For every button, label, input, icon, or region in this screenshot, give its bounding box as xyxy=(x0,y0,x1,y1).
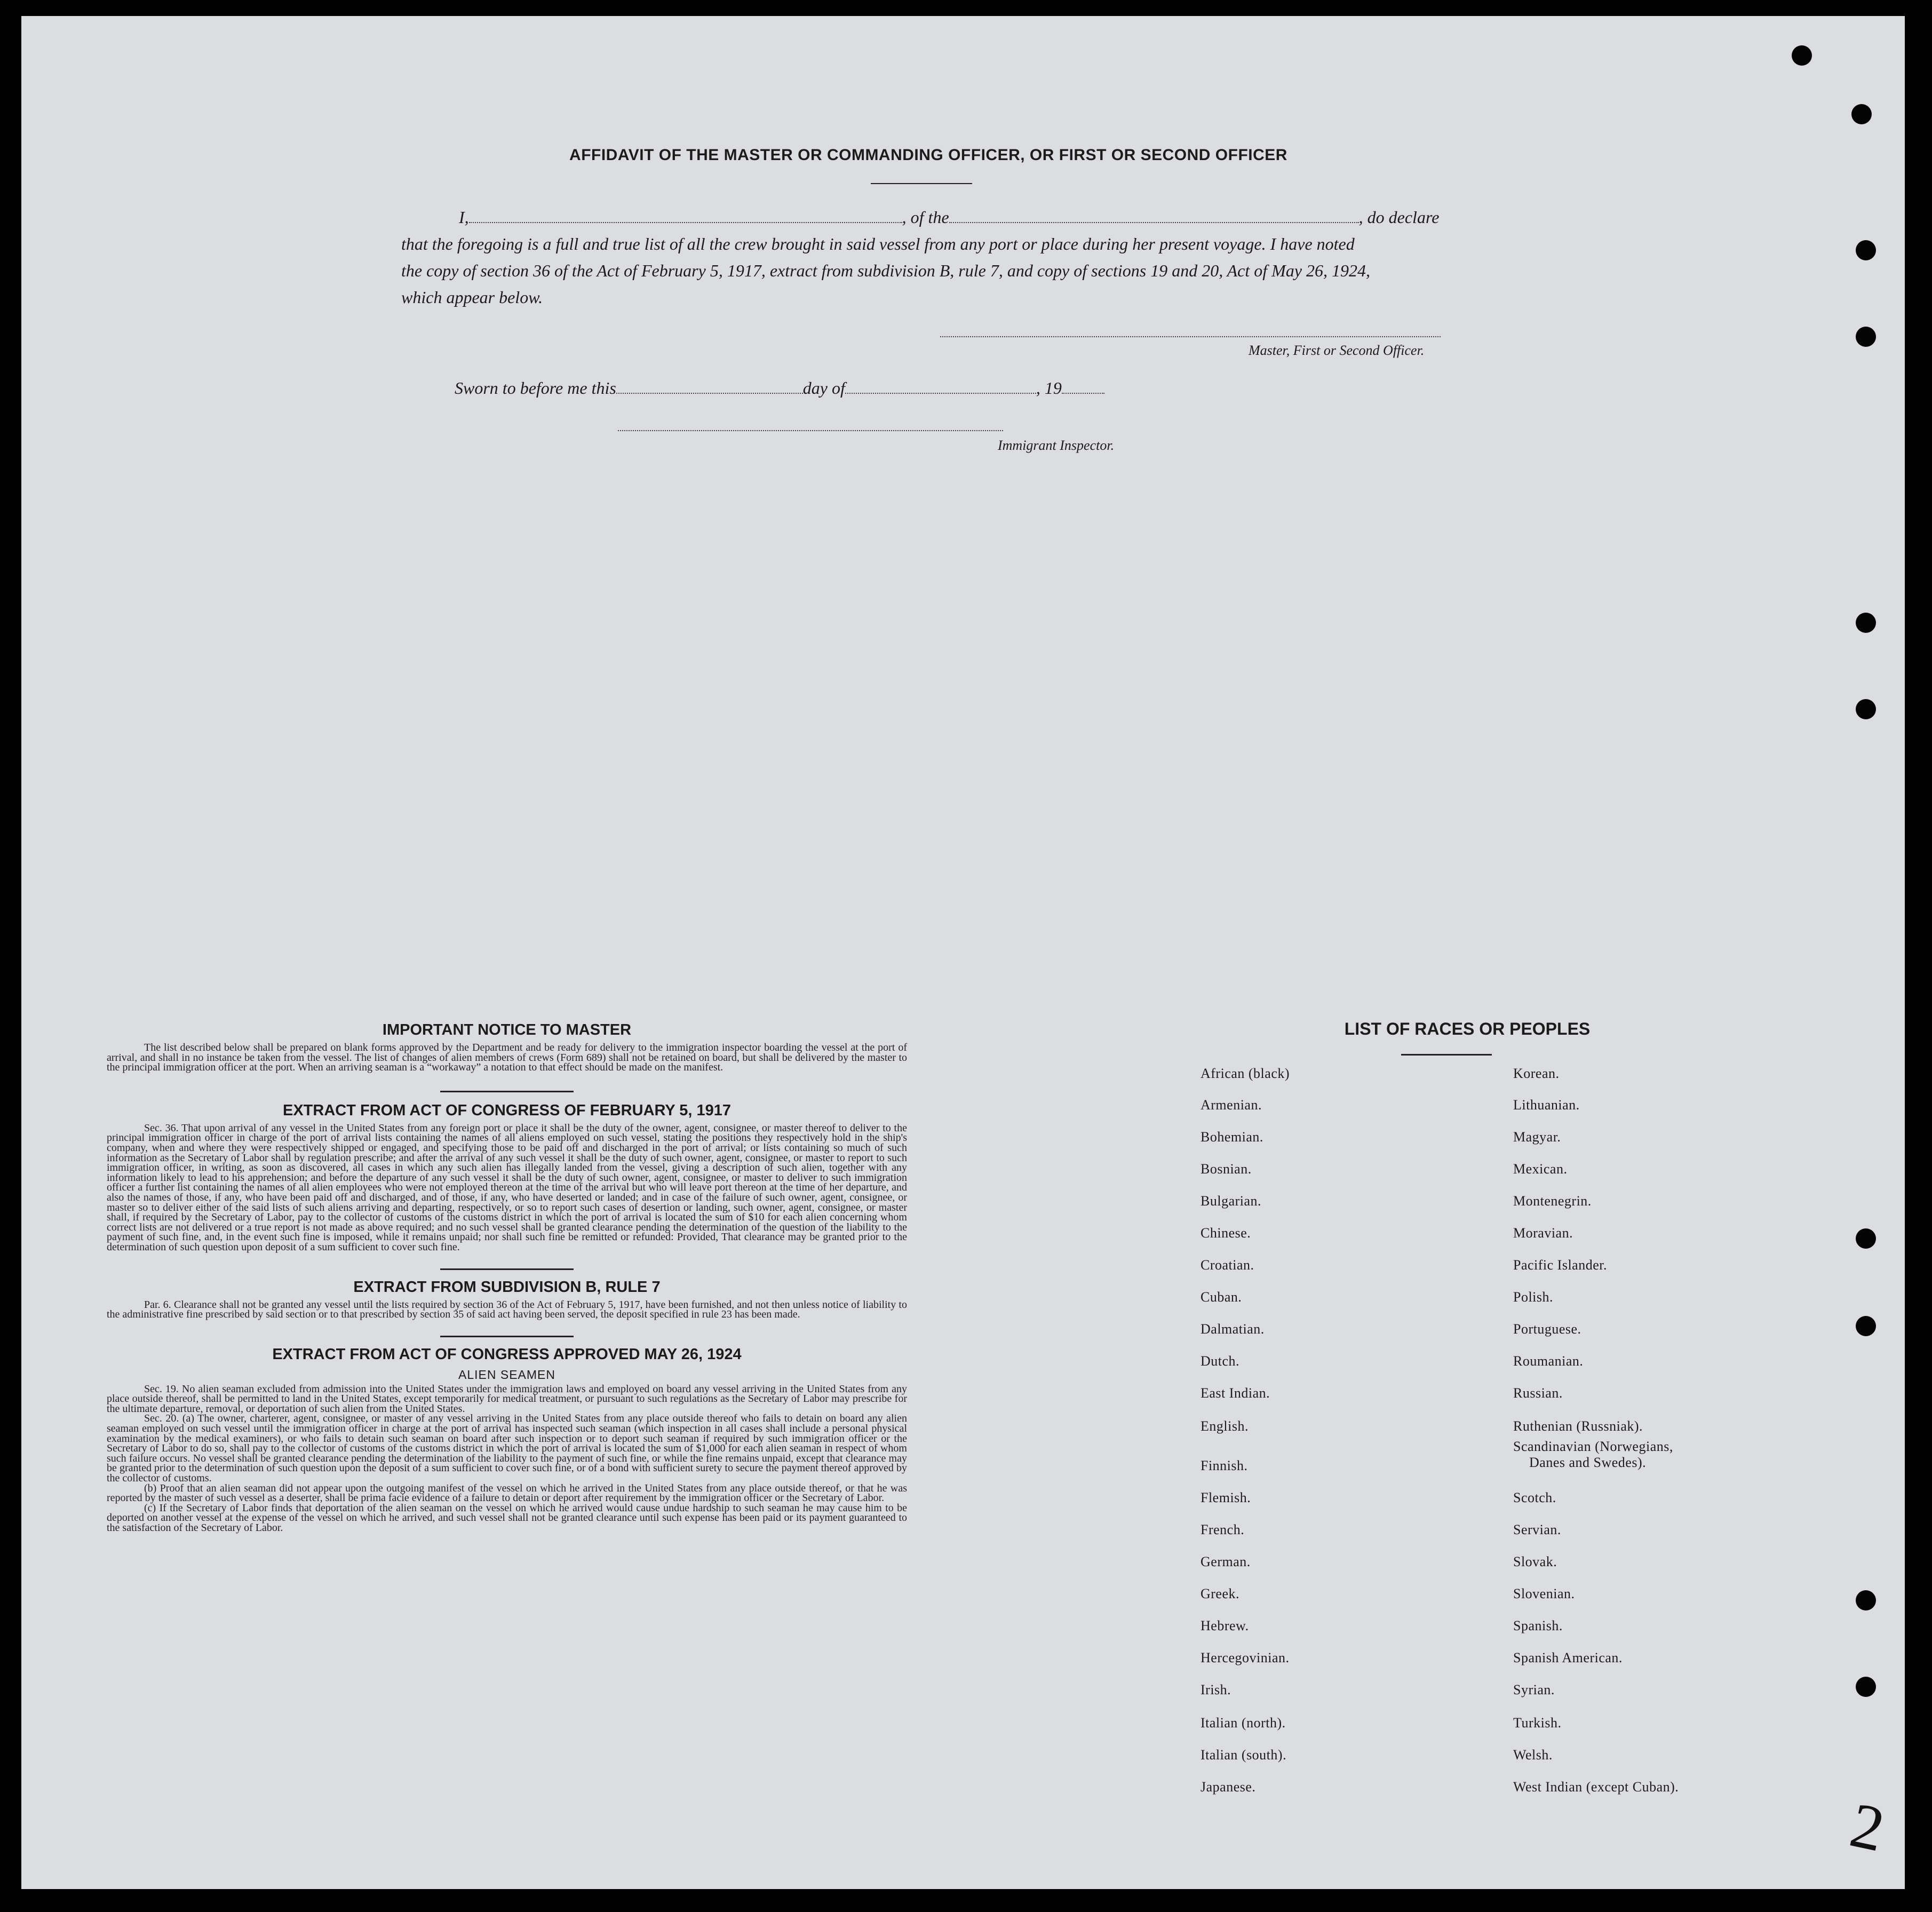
punch-hole-icon xyxy=(1856,699,1876,719)
race-item: French. xyxy=(1200,1522,1245,1537)
punch-hole-icon xyxy=(1792,45,1812,66)
extract-1917-body: Sec. 36. That upon arrival of any vessel in the United States from any foreign port or place it shall be the duty of the owner, agent, consignee, or master thereof to deliver to the principal immigration officer in charge of the port of arrival lists containing the names of all aliens employed on such vessel, stating the positions they respectively hold in the ship's company, when and where they were respectively shipped or engaged, and specifying those to be paid off and discharged in the port of arrival; or lists containing so much of such information as the Secretary of Labor shall by regulation prescribe; and after the arrival of any such vessel it shall be the duty of such owner, agent, consignee, or master to report to such immigration officer, in writing, as soon as discovered, all cases in which any such alien has illegally landed from the vessel, giving a description of such alien, together with any information likely to lead to his apprehension; and before the departure of any such vessel it shall be the duty of such owner, agent, consignee, or master to deliver to such immigration officer a further list containing the names of all alien employees who were not employed thereon at the time of the arrival but who will leave port thereon at the time of her departure, and also the names of those, if any, who have been paid off and discharged, and of those, if any, who have deserted or landed; and in case of the failure of such owner, agent, consignee, or master so to deliver either of the said lists of such aliens arriving and departing, respectively, or so to report such cases of desertion or landing, such owner, agent, consignee, or master shall, if required by the Secretary of Labor, pay to the collector of customs of the customs district in which the port of arrival is located the sum of $10 for each alien concerning whom correct lists are not delivered or a true report is not made as above required; and no such vessel shall be granted clearance pending the determination of the question of the liability to the payment of such fine, and, in the event such fine is imposed, while it remains unpaid; nor shall such fine be remitted or refunded: Provided, That clearance may be granted prior to the determination of such question upon deposit of a sum sufficient to cover such fine. xyxy=(107,1122,907,1253)
punch-hole-icon xyxy=(1856,1228,1876,1249)
affidavit-line-2: that the foregoing is a full and true list of all the crew brought in said vessel from any port or place during her present voyage. I have noted xyxy=(401,234,1355,253)
section-divider xyxy=(440,1336,574,1337)
section-divider xyxy=(440,1268,574,1270)
race-item: Scandinavian (Norwegians, xyxy=(1513,1439,1673,1454)
race-item: German. xyxy=(1200,1554,1251,1569)
punch-hole-icon xyxy=(1856,1677,1876,1697)
race-item: Roumanian. xyxy=(1513,1353,1584,1369)
notice-column xyxy=(107,1019,907,1533)
race-item: West Indian (except Cuban). xyxy=(1513,1779,1679,1795)
race-item: Pacific Islander. xyxy=(1513,1257,1607,1273)
race-item: Bohemian. xyxy=(1200,1129,1263,1145)
notice-title: IMPORTANT NOTICE TO MASTER xyxy=(382,1021,632,1038)
race-item: Korean. xyxy=(1513,1066,1560,1081)
race-item: Chinese. xyxy=(1200,1225,1251,1241)
race-item: African (black) xyxy=(1200,1066,1290,1081)
race-item: Bosnian. xyxy=(1200,1161,1252,1177)
race-item: English. xyxy=(1200,1418,1249,1434)
vessel-name-field[interactable] xyxy=(949,206,1359,223)
sworn-line xyxy=(455,375,1104,401)
race-item: Hercegovinian. xyxy=(1200,1650,1290,1665)
punch-hole-icon xyxy=(1856,613,1876,633)
sec20a-body: Sec. 20. (a) The owner, charterer, agent, consignee, or master of any vessel arriving in the United States from any place outside thereof who fails to detain on board any alien seaman employed on such vessel until the immigration officer in charge at the port of arrival has inspected such seaman (which inspection in all cases shall include a personal physical examination by the medical examiners), or who fails to detain such seaman on board after such inspection or to deport such seaman if required by such immigration officer or the Secretary of Labor to do so, shall pay to the collector of customs of the customs district in which the port of arrival is located the sum of $1,000 for each alien seaman in respect of whom such failure occurs. No vessel shall be granted clearance pending the determination of the liability to the payment of such fine, or while the fine remains unpaid, except that clearance may be granted prior to the determination of such question upon the deposit of a sum sufficient to cover such fine, or of a bond with sufficient surety to secure the payment thereof approved by the collector of customs. xyxy=(107,1413,907,1485)
sworn-prefix: Sworn to before me this xyxy=(455,378,616,398)
alien-seamen-subtitle: ALIEN SEAMEN xyxy=(458,1367,555,1382)
title-divider xyxy=(871,183,972,184)
race-item: Danes and Swedes). xyxy=(1529,1455,1647,1470)
race-item: Italian (north). xyxy=(1200,1715,1286,1731)
races-title-divider xyxy=(1401,1054,1492,1056)
affidavit-line-4: which appear below. xyxy=(401,288,543,307)
race-item: Mexican. xyxy=(1513,1161,1568,1177)
race-item: Slovak. xyxy=(1513,1554,1557,1569)
master-signature-caption: Master, First or Second Officer. xyxy=(1249,343,1425,358)
race-item: Servian. xyxy=(1513,1522,1561,1537)
race-item: Spanish. xyxy=(1513,1618,1563,1633)
race-item: Bulgarian. xyxy=(1200,1193,1262,1209)
race-item: Syrian. xyxy=(1513,1682,1555,1697)
race-item: Moravian. xyxy=(1513,1225,1573,1241)
handwritten-page-number: 2 xyxy=(1844,1789,1891,1865)
race-item: Flemish. xyxy=(1200,1490,1251,1505)
race-item: Croatian. xyxy=(1200,1257,1254,1273)
affidavit-i-label: I, xyxy=(459,208,469,227)
race-item: Ruthenian (Russniak). xyxy=(1513,1418,1643,1434)
extract-1917-title: EXTRACT FROM ACT OF CONGRESS OF FEBRUARY 5, 1917 xyxy=(282,1101,732,1119)
section-divider xyxy=(440,1091,574,1092)
notice-body: The list described below shall be prepared on blank forms approved by the Department and be ready for delivery to the immigration inspector boarding the vessel at the port of arrival, and shall in no instance be taken from the vessel. The list of changes of alien members of crews (Form 689) shall not be retained on board, but shall be delivered by the master to the principal immigration officer at the port. When an arriving seaman is a “workaway” a notation to that effect should be made on the manifest. xyxy=(107,1042,907,1074)
sec20b-body: (b) Proof that an alien seaman did not appear upon the outgoing manifest of the vessel on which he arrived in the United States from any place outside thereof, or that he was reported by the master of such vessel as a deserter, shall be prima facie evidence of a failure to detain or deport after requirement by the immigration officer or the Secretary of Labor. xyxy=(107,1482,907,1504)
officer-name-field[interactable] xyxy=(469,206,902,223)
rule7-body: Par. 6. Clearance shall not be granted any vessel until the lists required by section 36 of the Act of February 5, 1917, have been furnished, and not then unless notice of liability to the administrative fine prescribed by said section or to that prescribed by section 35 of said act having been served, the deposit specified in rule 23 has been made. xyxy=(107,1298,907,1321)
inspector-signature-line[interactable] xyxy=(618,430,1003,431)
sec20c-body: (c) If the Secretary of Labor finds that deportation of the alien seaman on the vessel on which he arrived would cause undue hardship to such seaman he may cause him to be deported on another vessel at the expense of the vessel on which he arrived, and such vessel shall not be granted clearance until such expense has been paid or its payment guaranteed to the satisfaction of the Secretary of Labor. xyxy=(107,1502,907,1534)
sec19-body: Sec. 19. No alien seaman excluded from admission into the United States under the immigration laws and employed on board any vessel arriving in the United States from any place outside thereof, shall be permitted to land in the United States, except temporarily for medical treatment, or pursuant to such regulations as the Secretary of Labor may prescribe for the ultimate departure, removal, or deportation of such alien from the United States. xyxy=(107,1383,907,1415)
of-the-label: , of the xyxy=(902,208,949,227)
sworn-day-field[interactable] xyxy=(616,377,803,394)
race-item: Portuguese. xyxy=(1513,1321,1581,1337)
race-item: Russian. xyxy=(1513,1385,1563,1401)
punch-hole-icon xyxy=(1856,1316,1876,1336)
affidavit-line-1 xyxy=(459,204,1439,231)
races-right-column xyxy=(1513,16,1518,21)
punch-hole-icon xyxy=(1856,240,1876,260)
document-sheet xyxy=(21,16,1905,1889)
race-item: Greek. xyxy=(1200,1586,1240,1601)
race-item: Slovenian. xyxy=(1513,1586,1575,1601)
races-left-column xyxy=(1200,16,1206,21)
punch-hole-icon xyxy=(1856,327,1876,347)
day-of-label: day of xyxy=(802,378,845,398)
race-item: Japanese. xyxy=(1200,1779,1256,1795)
extract-1924-title: EXTRACT FROM ACT OF CONGRESS APPROVED MAY 26, 1924 xyxy=(272,1345,742,1363)
race-item: Lithuanian. xyxy=(1513,1097,1580,1113)
do-declare-label: , do declare xyxy=(1358,208,1440,227)
race-item: East Indian. xyxy=(1200,1385,1270,1401)
race-item: Montenegrin. xyxy=(1513,1193,1592,1209)
rule7-title: EXTRACT FROM SUBDIVISION B, RULE 7 xyxy=(353,1278,661,1296)
race-item: Italian (south). xyxy=(1200,1747,1287,1763)
race-item: Polish. xyxy=(1513,1289,1554,1305)
race-item: Scotch. xyxy=(1513,1490,1556,1505)
race-item: Dutch. xyxy=(1200,1353,1240,1369)
race-item: Hebrew. xyxy=(1200,1618,1249,1633)
master-signature-line[interactable] xyxy=(940,336,1441,337)
affidavit-title: AFFIDAVIT OF THE MASTER OR COMMANDING OFFICER, OR FIRST OR SECOND OFFICER xyxy=(569,146,1287,164)
year-label: , 19 xyxy=(1036,378,1062,398)
inspector-signature-caption: Immigrant Inspector. xyxy=(998,438,1115,453)
race-item: Turkish. xyxy=(1513,1715,1562,1731)
race-item: Spanish American. xyxy=(1513,1650,1623,1665)
race-item: Armenian. xyxy=(1200,1097,1262,1113)
race-item: Dalmatian. xyxy=(1200,1321,1265,1337)
punch-hole-icon xyxy=(1856,1590,1876,1610)
races-title: LIST OF RACES OR PEOPLES xyxy=(1344,1019,1591,1038)
race-item: Finnish. xyxy=(1200,1458,1248,1473)
race-item: Welsh. xyxy=(1513,1747,1553,1763)
race-item: Cuban. xyxy=(1200,1289,1242,1305)
sworn-month-field[interactable] xyxy=(845,377,1036,394)
affidavit-line-3: the copy of section 36 of the Act of February 5, 1917, extract from subdivision B, rule 7, and copy of sections 19 and 20, Act of May 26, 1924, xyxy=(401,261,1371,280)
race-item: Irish. xyxy=(1200,1682,1231,1697)
punch-hole-icon xyxy=(1851,104,1872,124)
sworn-year-field[interactable] xyxy=(1062,377,1104,394)
race-item: Magyar. xyxy=(1513,1129,1561,1145)
